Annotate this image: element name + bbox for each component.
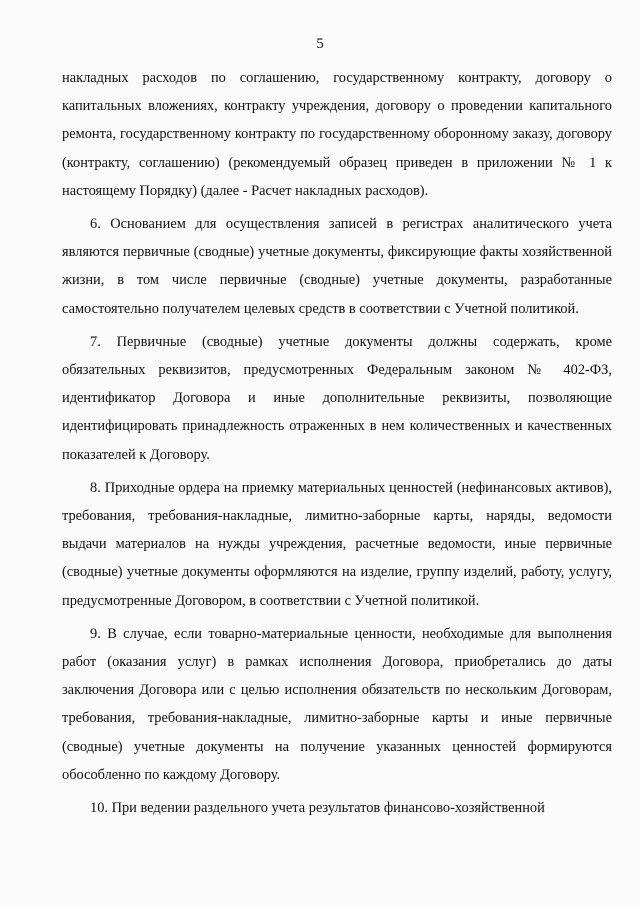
paragraph-10: 10. При ведении раздельного учета результатов финансово-хозяйственной: [90, 800, 545, 817]
paragraph-9: 9. В случае, если товарно-материальные ценности, необходимые для выполнения работ (оказания услуг) в рамках исполнения Договора, приобретались до даты заключения Договора или с целью исполнения обязательств по нескольким Договорам, требования, требования-накладные, лимитно-заборные карты и иные первичные (сводные) учетные документы на получение указанных ценностей формируются обособленно по каждому Договору.: [62, 625, 612, 783]
paragraph-continuation: накладных расходов по соглашению, государственному контракту, договору о капитальных вложениях, контракту учреждения, договору о проведении капитального ремонта, государственному контракту по государственному оборонному заказу, договору (контракту, соглашению) (рекомендуемый образец приведен в приложении № 1 к настоящему Порядку) (далее - Расчет накладных расходов).: [62, 70, 612, 199]
document-body: [62, 64, 612, 822]
page-number: 5: [316, 36, 324, 52]
paragraph-8: 8. Приходные ордера на приемку материальных ценностей (нефинансовых активов), требования, требования-накладные, лимитно-заборные карты, наряды, ведомости выдачи материалов на нужды учреждения, расчетные ведомости, иные первичные (сводные) учетные документы оформляются на изделие, группу изделий, работу, услугу, предусмотренные Договором, в соответствии с Учетной политикой.: [62, 479, 612, 609]
paragraph-6: 6. Основанием для осуществления записей в регистрах аналитического учета являются первичные (сводные) учетные документы, фиксирующие факты хозяйственной жизни, в том числе первичные (сводные) учетные документы, разработанные самостоятельно получателем целевых средств в соответствии с Учетной политикой.: [62, 216, 612, 317]
paragraph-7: 7. Первичные (сводные) учетные документы должны содержать, кроме обязательных реквизитов, предусмотренных Федеральным законом № 402-ФЗ, идентификатор Договора и иные дополнительные реквизиты, позволяющие идентифицировать принадлежность отраженных в нем количественных и качественных показателей к Договору.: [62, 333, 612, 463]
